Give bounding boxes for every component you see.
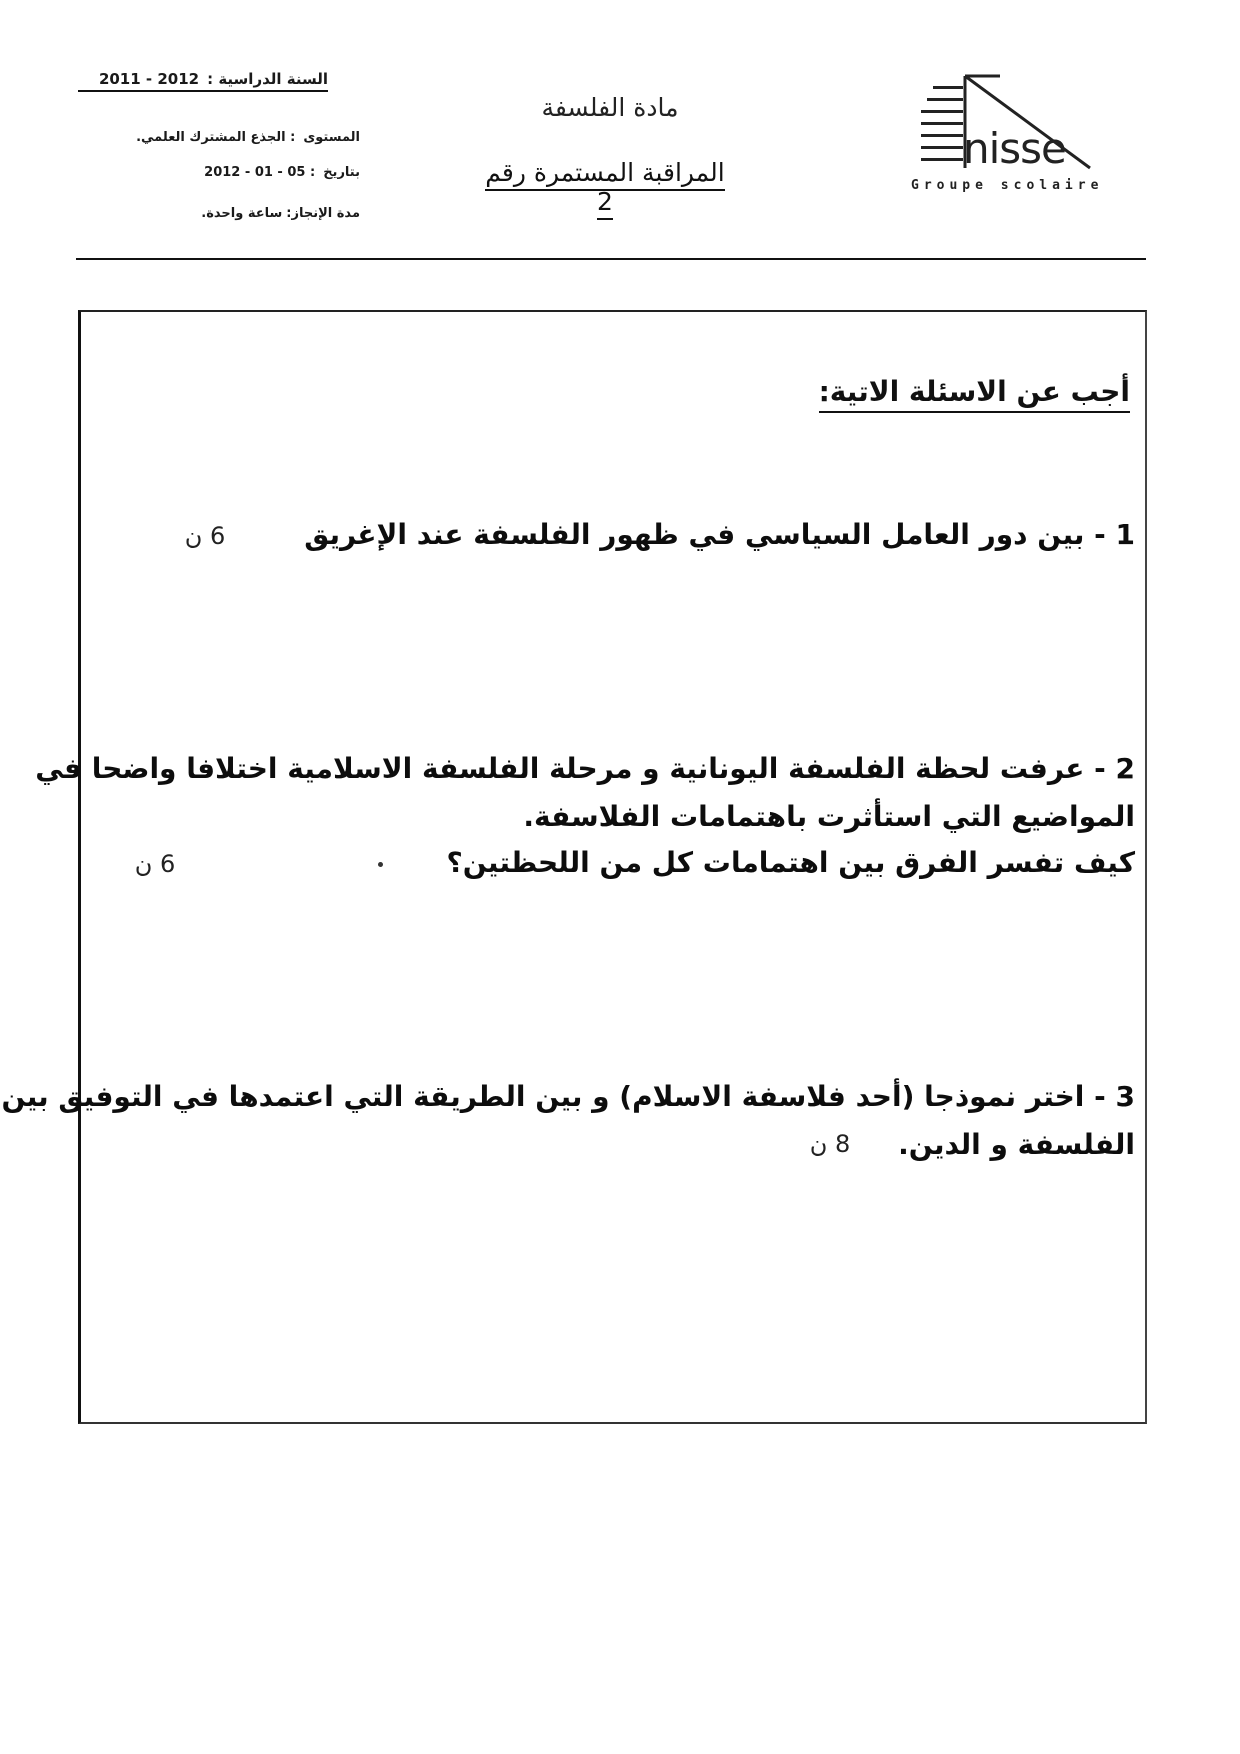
date-label: بتاريخ [323,165,360,180]
instruction [800,375,1130,408]
logo-subtitle: Groupe scolaire [911,178,1104,193]
school-year [78,70,328,92]
logo-name: nisse [963,124,1066,173]
header-divider [76,258,1146,260]
instruction-text: أجب عن الاسئلة الاتية: [819,375,1130,413]
question-2-line-1: 2 - عرفت لحظة الفلسفة اليونانية و مرحلة الفلسفة الاسلامية اختلافا واضحا في [35,752,1135,785]
school-year-label: السنة الدراسية : [207,70,328,88]
level-info [136,130,360,145]
level-value: : الجذع المشترك العلمي. [136,130,296,145]
question-1: 1 - بين دور العامل السياسي في ظهور الفلسفة عند الإغريق [304,518,1135,551]
question-3-points: 8 ن [809,1130,851,1158]
date-value: : 05 - 01 - 2012 [204,165,316,180]
question-3-line-1: 3 - اختر نموذجا (أحد فلاسفة الاسلام) و بين الطريقة التي اعتمدها في التوفيق بين [1,1080,1135,1113]
question-1-points: 6 ن [184,522,226,550]
question-2-points: 6 ن [134,850,176,878]
duration-info [195,206,360,221]
date-info [170,165,360,180]
school-logo [905,70,1145,200]
control-title [480,158,730,216]
control-title-text: المراقبة المستمرة رقم 2 [485,158,724,220]
question-2-line-3: كيف تفسر الفرق بين اهتمامات كل من اللحظتين؟ [446,846,1135,879]
question-2-line-2: المواضيع التي استأثرت باهتمامات الفلاسفة. [523,800,1135,833]
duration-value: ساعة واحدة. [201,206,283,221]
question-3-line-2: الفلسفة و الدين. [898,1128,1135,1161]
school-year-value: 2011 - 2012 [98,70,200,88]
level-label: المستوى [303,130,360,145]
scan-dot [378,862,383,867]
subject-title: مادة الفلسفة [541,93,679,122]
duration-label: مدة الإنجاز: [286,206,360,221]
